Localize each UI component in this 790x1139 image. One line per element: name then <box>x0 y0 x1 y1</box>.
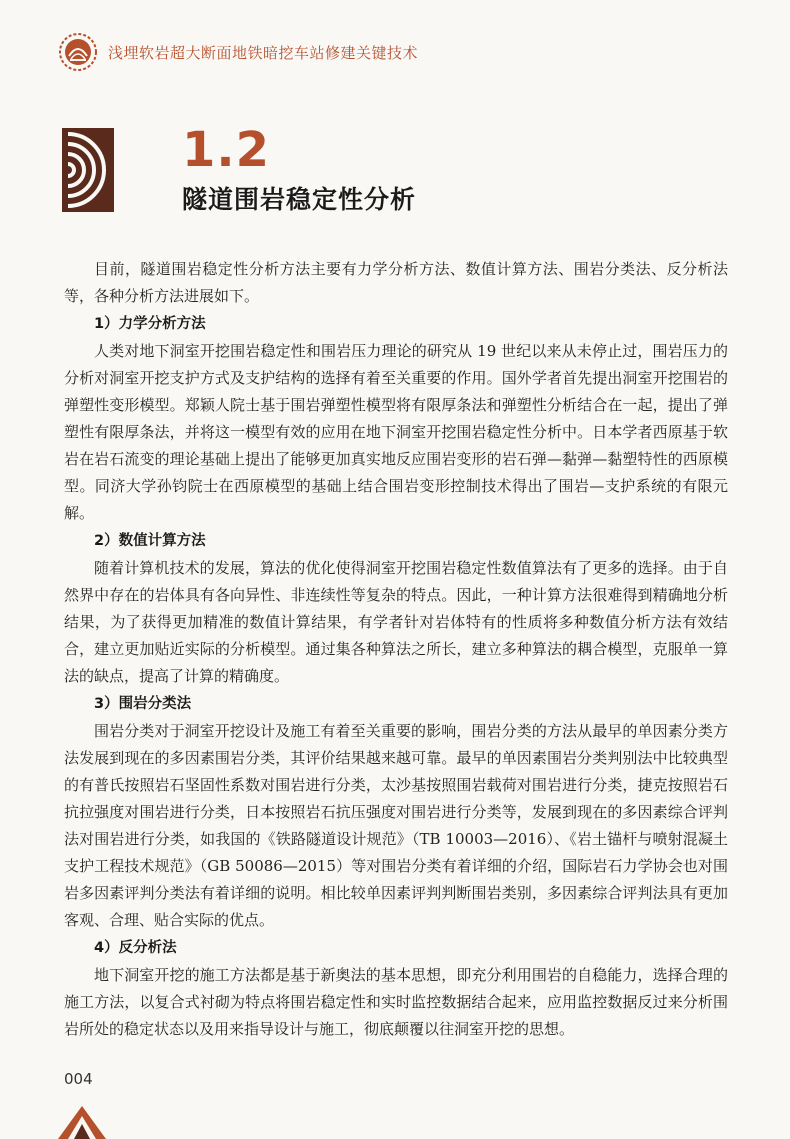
circular-emblem-icon <box>58 32 98 72</box>
section-number: 1.2 <box>182 122 271 178</box>
subsection-heading-back-analysis: 4）反分析法 <box>94 940 177 956</box>
subsection-heading-classification: 3）围岩分类法 <box>94 696 192 712</box>
section-title: 隧道围岩稳定性分析 <box>182 185 417 214</box>
subsection-heading-mechanics: 1）力学分析方法 <box>94 316 206 332</box>
page-number: 004 <box>64 1070 93 1088</box>
triangle-emblem-icon <box>58 1106 106 1139</box>
subsection-paragraph-numerical: 随着计算机技术的发展，算法的优化使得洞室开挖围岩稳定性数值算法有了更多的选择。由于自然界中存在的岩体具有各向异性、非连续性等复杂的特点。因此，一种计算方法很难得到精确地分析结果，为了获得更加精准的数值计算结果，有学者针对岩体特有的性质将多种数值分析方法有效结合，建立更加贴近实际的分析模型。通过集各种算法之所长，建立多种算法的耦合模型，克服单一算法的缺点，提高了计算的精确度。 <box>64 559 728 685</box>
subsection-paragraph-classification: 围岩分类对于洞室开挖设计及施工有着至关重要的影响，围岩分类的方法从最早的单因素分类方法发展到现在的多因素围岩分类，其评价结果越来越可靠。最早的单因素围岩分类判别法中比较典型的有普氏按照岩石坚固性系数对围岩进行分类，太沙基按照围岩载荷对围岩进行分类，捷克按照岩石抗拉强度对围岩进行分类，日本按照岩石抗压强度对围岩进行分类等，发展到现在的多因素综合评判法对围岩进行分类，如我国的《铁路隧道设计规范》（TB 10003—2016）、《岩土锚杆与喷射混凝土支护工程技术规范》（GB 50086—2015）等对围岩分类有着详细的介绍，国际岩石力学协会也对围岩多因素评判分类法有着详细的说明。相比较单因素评判判断围岩类别，多因素综合评判法具有更加客观、合理、贴合实际的优点。 <box>64 722 728 929</box>
body-text <box>64 256 728 1043</box>
running-header-title: 浅埋软岩超大断面地铁暗挖车站修建关键技术 <box>108 43 419 62</box>
section-heading <box>62 122 762 218</box>
subsection-paragraph-mechanics: 人类对地下洞室开挖围岩稳定性和围岩压力理论的研究从 19 世纪以来从未停止过，围岩压力的分析对洞室开挖支护方式及支护结构的选择有着至关重要的作用。国外学者首先提出洞室开挖围岩的弹塑性变形模型。郑颖人院士基于围岩弹塑性模型将有限厚条法和弹塑性分析结合在一起，提出了弹塑性有限厚条法，并将这一模型有效的应用在地下洞室开挖围岩稳定性分析中。日本学者西原基于软岩在岩石流变的理论基础上提出了能够更加真实地反应围岩变形的岩石弹—黏弹—黏塑特性的西原模型。同济大学孙钧院士在西原模型的基础上结合围岩变形控制技术得出了围岩—支护系统的有限元解。 <box>64 342 728 522</box>
intro-paragraph: 目前，隧道围岩稳定性分析方法主要有力学分析方法、数值计算方法、围岩分类法、反分析法等，各种分析方法进展如下。 <box>64 260 728 305</box>
subsection-paragraph-back-analysis: 地下洞室开挖的施工方法都是基于新奥法的基本思想，即充分利用围岩的自稳能力，选择合理的施工方法，以复合式衬砌为特点将围岩稳定性和实时监控数据结合起来，应用监控数据反过来分析围岩所处的稳定状态以及用来指导设计与施工，彻底颠覆以往洞室开挖的思想。 <box>64 966 728 1038</box>
subsection-heading-numerical: 2）数值计算方法 <box>94 533 206 549</box>
running-header <box>58 30 758 74</box>
concentric-arcs-icon <box>62 128 114 212</box>
